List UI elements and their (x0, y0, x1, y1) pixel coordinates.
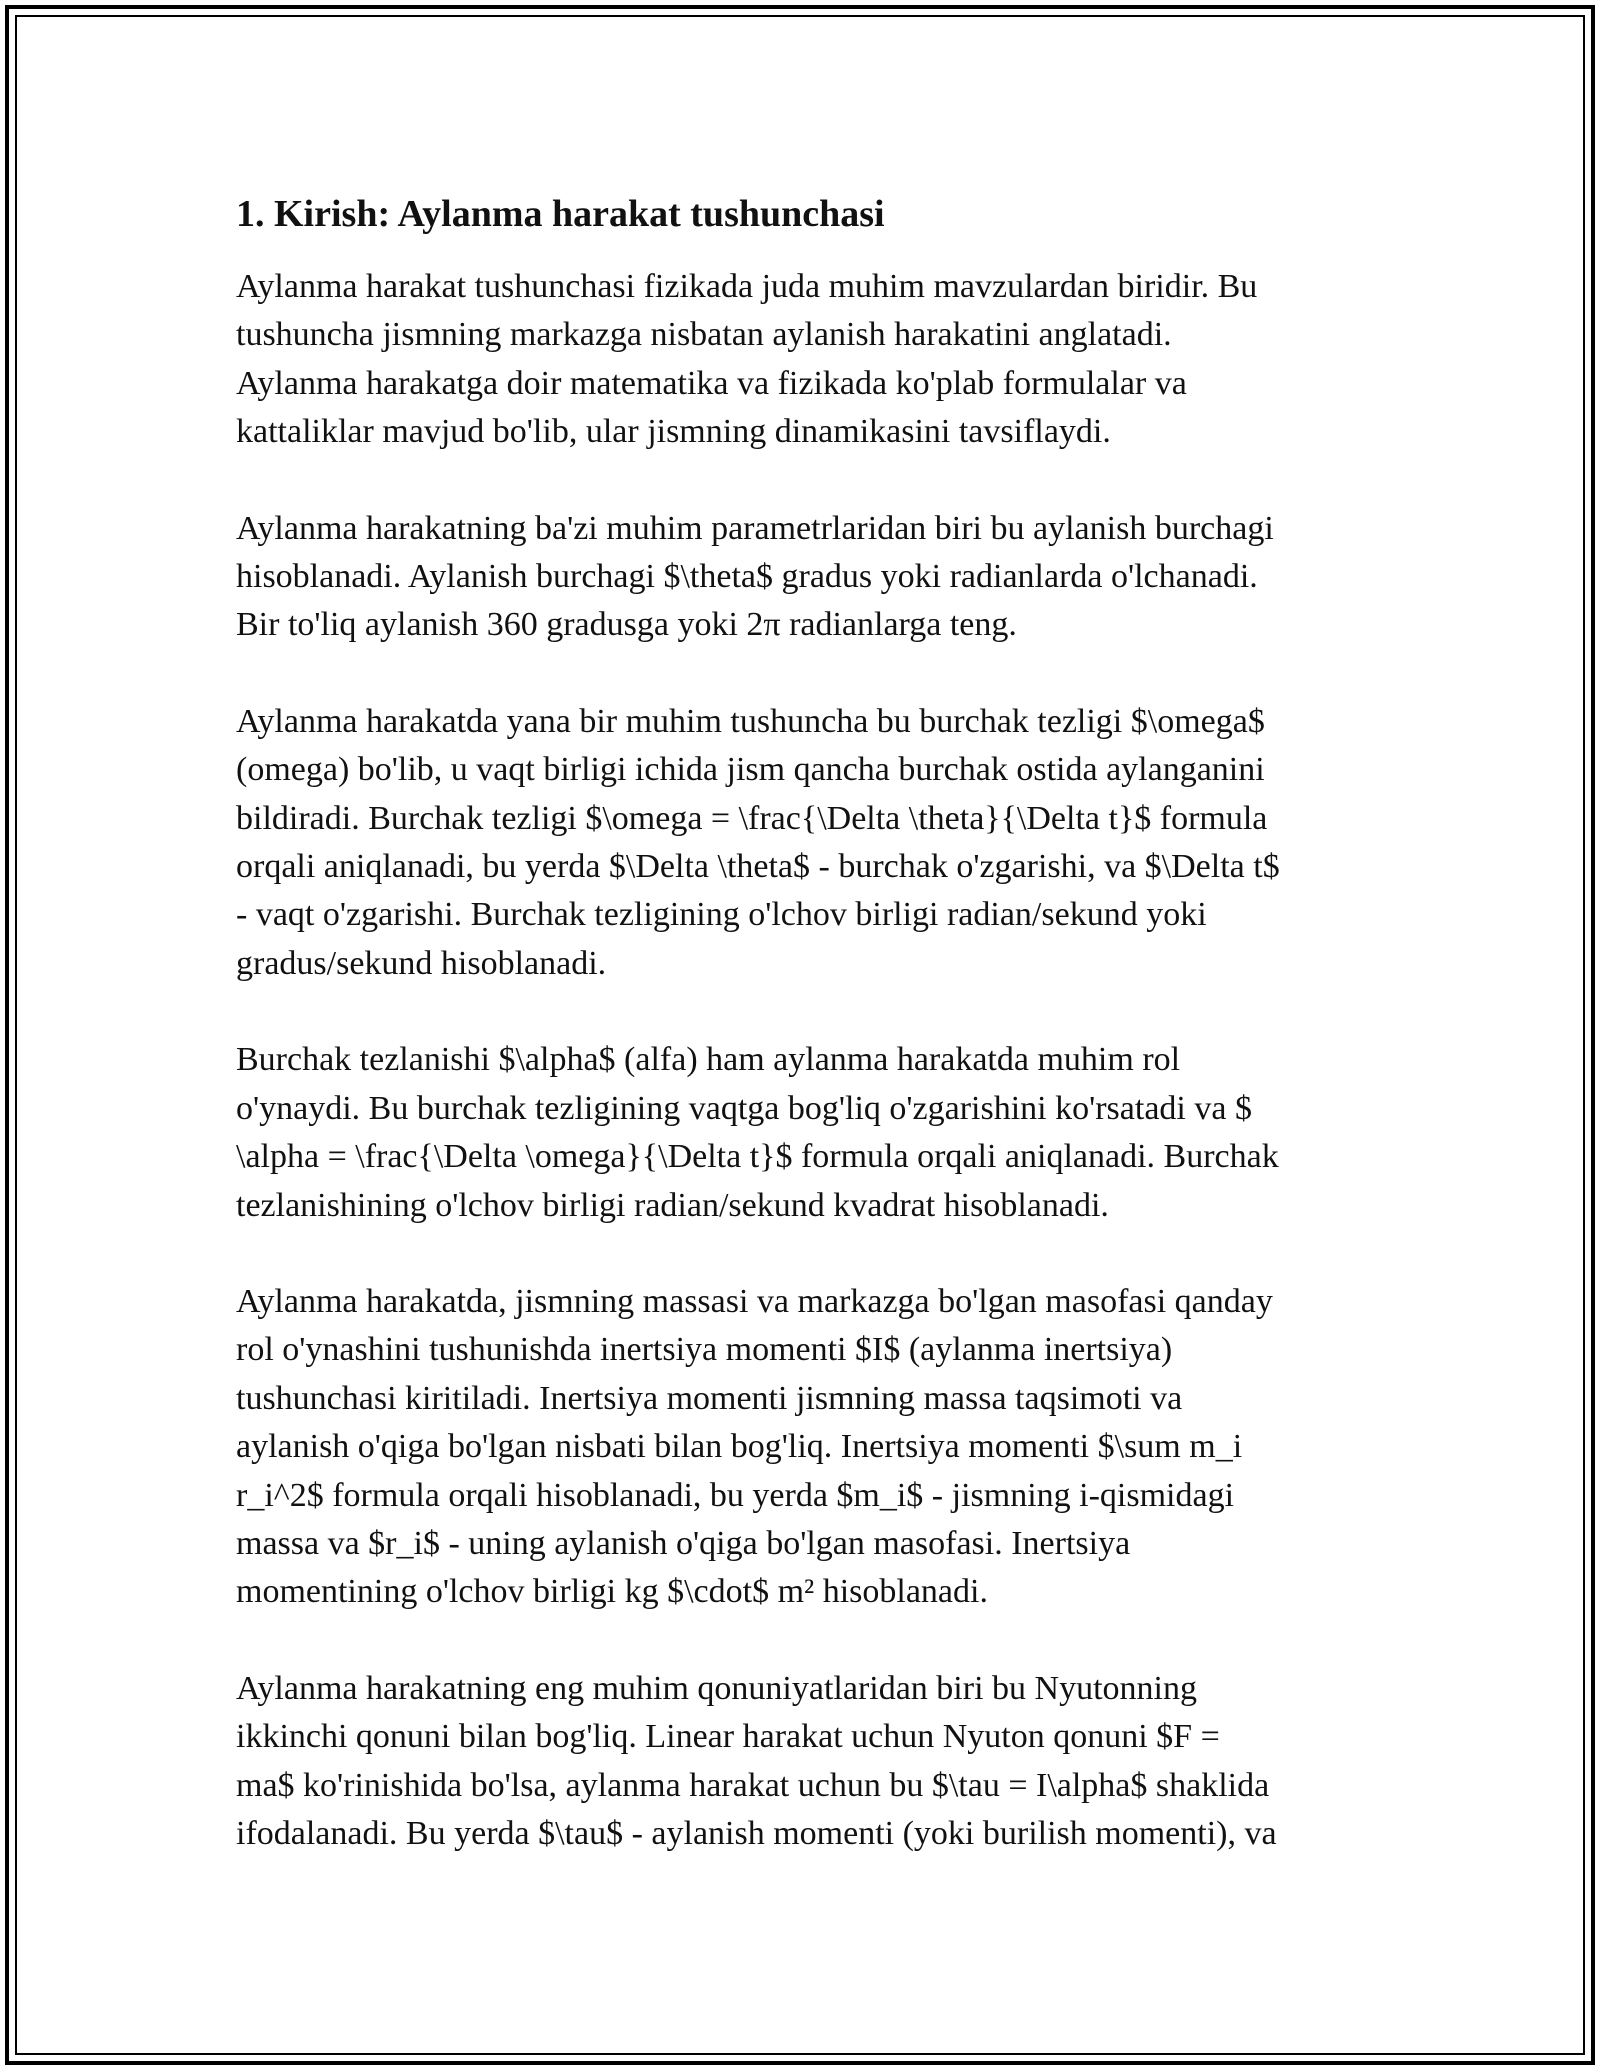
text-line: massa va $r_i$ - uning aylanish o'qiga bo'lgan masofasi. Inertsiya (236, 1524, 1131, 1562)
text-line: bildiradi. Burchak tezligi $\omega = \frac{\Delta \theta}{\Delta t}$ formula (236, 799, 1268, 837)
section-heading: 1. Kirish: Aylanma harakat tushunchasi (236, 193, 885, 235)
paragraph-newton-second-law (236, 1665, 1366, 1859)
text-line: Aylanma harakat tushunchasi fizikada juda muhim mavzulardan biridir. Bu (236, 268, 1258, 305)
text-line: Aylanma harakatda, jismning massasi va markazga bo'lgan masofasi qanday (236, 1282, 1273, 1320)
paragraph-intro (236, 263, 1366, 457)
text-line: Burchak tezlanishi $\alpha$ (alfa) ham aylanma harakatda muhim rol (236, 1041, 1181, 1079)
text-line: gradus/sekund hisoblanadi. (236, 944, 607, 982)
text-line: Aylanma harakatga doir matematika va fizikada ko'plab formulalar va (236, 364, 1187, 402)
paragraph-moment-of-inertia (236, 1278, 1366, 1617)
text-line: ikkinchi qonuni bilan bog'liq. Linear harakat uchun Nyuton qonuni $F = (236, 1718, 1220, 1756)
text-line: - vaqt o'zgarishi. Burchak tezligining o'lchov birligi radian/sekund yoki (236, 896, 1207, 934)
paragraph-rotation-angle (236, 505, 1366, 650)
text-line: ifodalanadi. Bu yerda $\tau$ - aylanish momenti (yoki burilish momenti), va (236, 1814, 1277, 1852)
text-line: kattaliklar mavjud bo'lib, ular jismning dinamikasini tavsiflaydi. (236, 413, 1111, 451)
text-line: orqali aniqlanadi, bu yerda $\Delta \theta$ - burchak o'zgarishi, va $\Delta t$ (236, 848, 1280, 886)
paragraph-angular-acceleration (236, 1036, 1366, 1230)
text-line: tushuncha jismning markazga nisbatan aylanish harakatini anglatadi. (236, 316, 1172, 354)
text-line: rol o'ynashini tushunishda inertsiya momenti $I$ (aylanma inertsiya) (236, 1331, 1173, 1369)
text-line: Aylanma harakatda yana bir muhim tushuncha bu burchak tezligi $\omega$ (236, 702, 1265, 740)
text-line: aylanish o'qiga bo'lgan nisbati bilan bog'liq. Inertsiya momenti $\sum m_i (236, 1428, 1243, 1466)
text-line: tushunchasi kiritiladi. Inertsiya momenti jismning massa taqsimoti va (236, 1379, 1183, 1417)
text-line: (omega) bo'lib, u vaqt birligi ichida jism qancha burchak ostida aylanganini (236, 751, 1265, 789)
text-line: momentining o'lchov birligi kg $\cdot$ m² hisoblanadi. (236, 1573, 988, 1611)
paragraph-angular-velocity (236, 698, 1366, 988)
text-line: \alpha = \frac{\Delta \omega}{\Delta t}$ formula orqali aniqlanadi. Burchak (236, 1138, 1279, 1176)
text-line: o'ynaydi. Bu burchak tezligining vaqtga bog'liq o'zgarishini ko'rsatadi va $ (236, 1089, 1252, 1127)
text-line: Aylanma harakatning eng muhim qonuniyatlaridan biri bu Nyutonning (236, 1669, 1197, 1707)
text-line: ma$ ko'rinishida bo'lsa, aylanma harakat uchun bu $\tau = I\alpha$ shaklida (236, 1766, 1270, 1804)
text-line: tezlanishining o'lchov birligi radian/sekund kvadrat hisoblanadi. (236, 1186, 1109, 1224)
document-body (236, 188, 1366, 1906)
text-line: Aylanma harakatning ba'zi muhim parametrlaridan biri bu aylanish burchagi (236, 509, 1274, 547)
text-line: r_i^2$ formula orqali hisoblanadi, bu yerda $m_i$ - jismning i-qismidagi (236, 1476, 1235, 1514)
text-line: Bir to'liq aylanish 360 gradusga yoki 2π radianlarga teng. (236, 606, 1017, 644)
text-line: hisoblanadi. Aylanish burchagi $\theta$ gradus yoki radianlarda o'lchanadi. (236, 558, 1258, 596)
